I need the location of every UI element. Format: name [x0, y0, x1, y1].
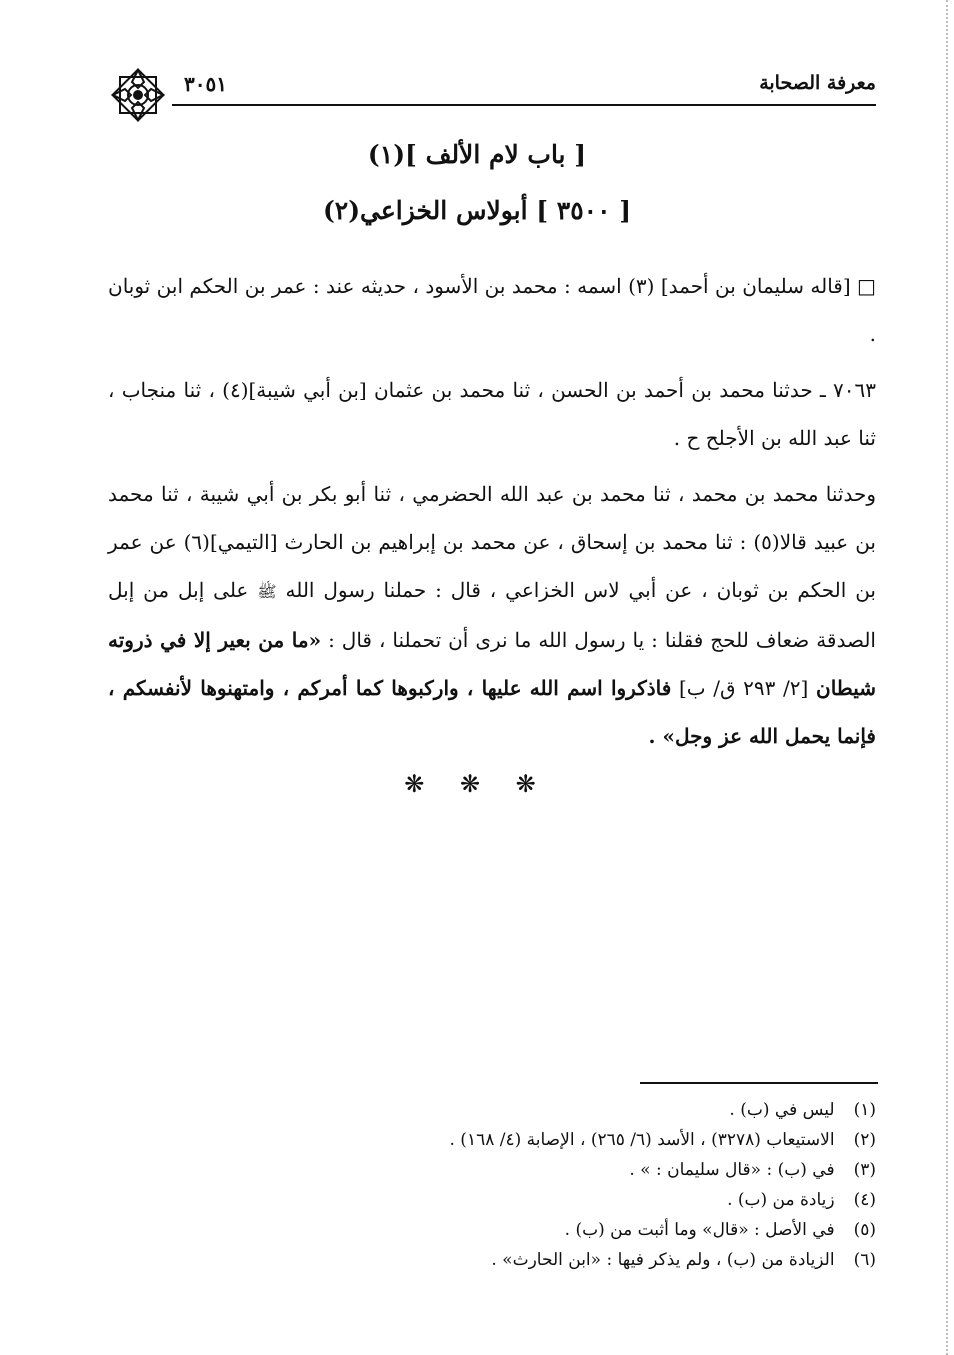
narrative-text: على إبل من إبل الصدقة ضعاف للحج فقلنا : يا رسول الله ما نرى أن تحملنا ، قال :: [108, 578, 876, 652]
footnote-text: في الأصل : «قال» وما أثبت من (ب) .: [564, 1220, 835, 1240]
hadith-quote-part-1: «ما من بعير إلا في ذروته شيطان: [108, 628, 876, 700]
footnote-item: [110, 1215, 876, 1245]
paragraph-hadith-7063: ٧٠٦٣ ـ حدثنا محمد بن أحمد بن الحسن ، ثنا محمد بن عثمان [بن أبي شيبة](٤) ، ثنا منجاب ، ثنا عبد الله بن الأجلح ح .: [108, 378, 877, 450]
footnote-label: (٥): [853, 1220, 876, 1240]
footnote-text: ليس في (ب) .: [729, 1100, 835, 1120]
footnote-label: (٢): [853, 1130, 876, 1150]
footnote-label: (٣): [853, 1160, 876, 1180]
footnote-text: في (ب) : «قال سليمان : » .: [629, 1160, 835, 1180]
footnote-item: [110, 1185, 876, 1215]
footnote-item: [110, 1095, 876, 1125]
body-text: [108, 262, 876, 768]
footnote-item: [110, 1125, 876, 1155]
header-rule: [172, 104, 876, 106]
footnote-item: [110, 1155, 876, 1185]
isnad-text: وحدثنا محمد بن محمد ، ثنا محمد بن عبد الله الحضرمي ، ثنا أبو بكر بن أبي شيبة ، ثنا محمد بن عبيد قالا(٥) : ثنا محمد بن إسحاق ، عن محمد بن إبراهيم بن الحارث [التيمي](٦) عن عمر بن الحكم بن ثوبان ، عن أبي لاس الخزاعي ، قال : حملنا رسول الله: [108, 482, 876, 602]
entry-heading: [ ٣٥٠٠ ] أبولاس الخزاعي(٢): [322, 196, 632, 225]
footnote-text: الزيادة من (ب) ، ولم يذكر فيها : «ابن الحارث» .: [491, 1250, 835, 1270]
octagonal-star-ornament-icon: [100, 64, 176, 126]
scan-edge: [946, 0, 948, 1355]
section-separator: ❋ ❋ ❋: [404, 770, 550, 798]
salutation-glyph: ﷺ: [257, 582, 277, 601]
footnote-label: (٤): [853, 1190, 876, 1210]
paragraph-isnad-matn: [108, 470, 876, 760]
page-number: ٣٠٥١: [184, 72, 227, 96]
footnote-item: [110, 1245, 876, 1275]
footnotes: [110, 1095, 876, 1275]
footnote-label: (٦): [853, 1250, 876, 1270]
hadith-quote-part-2: فاذكروا اسم الله عليها ، واركبوها كما أمركم ، وامتهنوها لأنفسكم ، فإنما يحمل الله عز وجل» .: [108, 676, 876, 748]
manuscript-reference: [٢/ ٢٩٣ ق/ ب]: [678, 676, 809, 700]
paragraph-intro: □ [قاله سليمان بن أحمد] (٣) اسمه : محمد بن الأسود ، حديثه عند : عمر بن الحكم ابن ثوبان .: [108, 274, 876, 346]
footnote-rule: [640, 1082, 878, 1084]
page-header: [100, 64, 876, 126]
footnote-text: الاستيعاب (٣٢٧٨) ، الأسد (٦/ ٢٦٥) ، الإصابة (٤/ ١٦٨) .: [449, 1130, 835, 1150]
running-title: معرفة الصحابة: [759, 72, 876, 94]
section-heading: [ باب لام الألف ](١): [367, 140, 587, 169]
footnote-text: زيادة من (ب) .: [727, 1190, 835, 1210]
footnote-label: (١): [853, 1100, 876, 1120]
